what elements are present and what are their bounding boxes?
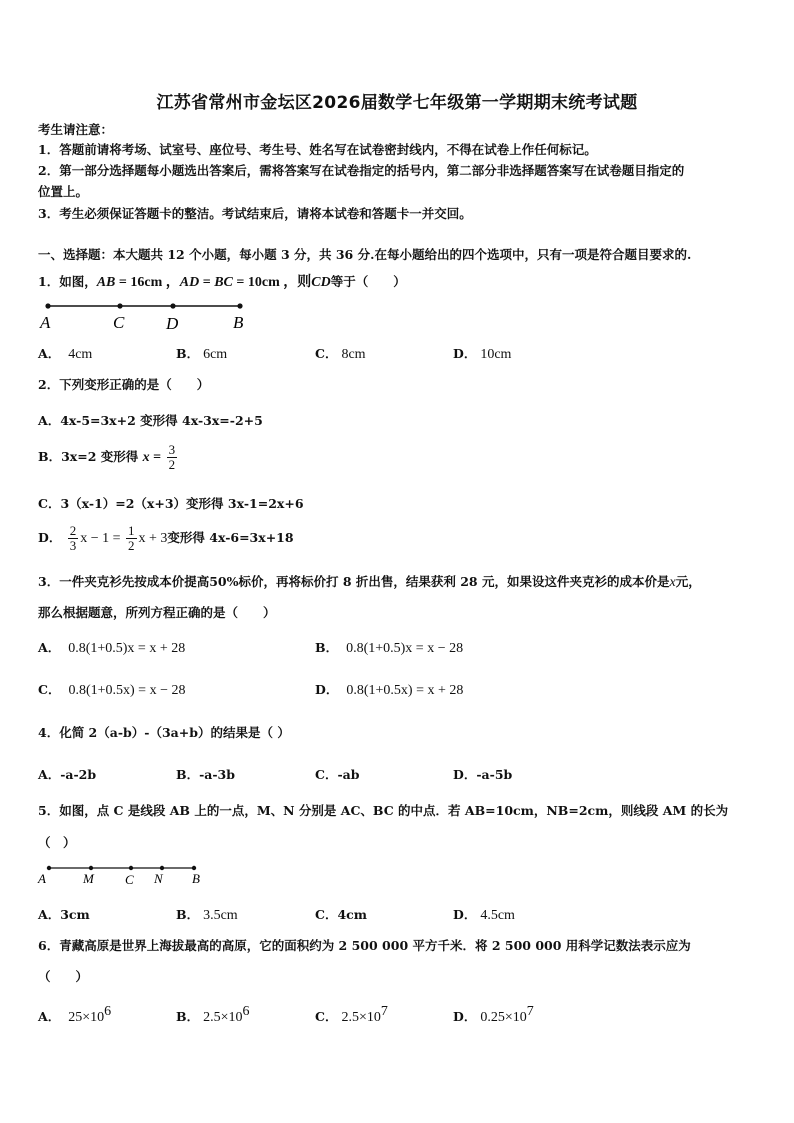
question-5-stem-line2: （ ） xyxy=(38,835,76,850)
page-title: 江苏省常州市金坛区2026届数学七年级第一学期期末统考试题 xyxy=(156,93,638,113)
q5-option-c: C．4cm xyxy=(315,907,367,922)
q1-option-d: D． 10cm xyxy=(453,346,512,362)
q5-option-a: A．3cm xyxy=(38,907,90,922)
label-a: A xyxy=(40,313,51,332)
point-b xyxy=(192,866,196,870)
notice-item: 2．第一部分选择题每小题选出答案后，需将答案写在试卷指定的括号内，第二部分非选择题答案写在试卷题目指定的 xyxy=(38,163,685,178)
notice-item: 1．答题前请将考场、试室号、座位号、考生号、姓名写在试卷密封线内，不得在试卷上作任何标记。 xyxy=(38,142,597,157)
label-b: B xyxy=(233,313,244,332)
question-2-stem: 2．下列变形正确的是（ ） xyxy=(38,377,210,392)
label-d: D xyxy=(166,314,179,333)
point-n xyxy=(160,866,164,870)
point-d xyxy=(170,303,175,308)
q6-option-a: A． $25\times 10^6$ xyxy=(38,1004,112,1025)
question-5-stem: 5．如图，点 C 是线段 AB 上的一点，M、N 分别是 AC、BC 的中点．若 AB=10cm，NB=2cm，则线段 AM 的长为 xyxy=(38,803,729,818)
question-1-stem: 1．如图，AB = 16cm ，AD = BC = 10cm ，则CD等于（ ） xyxy=(38,274,406,290)
q3-option-a: A． 0.8(1+0.5)x = x + 28 xyxy=(38,640,186,656)
q1-option-b: B． 6cm xyxy=(176,346,228,362)
point-a xyxy=(45,303,50,308)
label-n: N xyxy=(154,871,163,886)
question-3-stem-line2: 那么根据题意，所列方程正确的是（ ） xyxy=(38,605,276,620)
q3-option-d: D． 0.8(1+0.5x) = x + 28 xyxy=(315,682,464,698)
q6-option-b: B． $2.5\times 10^6$ xyxy=(176,1004,250,1025)
point-m xyxy=(89,866,93,870)
label-c: C xyxy=(125,872,134,887)
q4-option-b: B．-a-3b xyxy=(176,767,235,782)
q4-option-c: C．-ab xyxy=(315,767,360,782)
section-heading: 一、选择题：本大题共 12 个小题，每小题 3 分，共 36 分.在每小题给出的四个选项中，只有一项是符合题目要求的. xyxy=(38,247,692,262)
label-a: A xyxy=(38,871,46,886)
point-c xyxy=(129,866,133,870)
question-1-figure xyxy=(36,298,256,334)
question-6-stem-line2: （ ） xyxy=(38,969,89,984)
q5-option-d: D． 4.5cm xyxy=(453,907,515,923)
point-a xyxy=(47,866,51,870)
q4-option-d: D．-a-5b xyxy=(453,767,513,782)
notice-heading: 考生请注意： xyxy=(38,122,114,137)
q5-option-b: B． 3.5cm xyxy=(176,907,238,923)
point-b xyxy=(237,303,242,308)
q1-option-a: A． 4cm xyxy=(38,346,93,362)
question-6-stem: 6．青藏高原是世界上海拔最高的高原，它的面积约为 2 500 000 平方千米．将 2 500 000 用科学记数法表示应为 xyxy=(38,938,691,953)
q6-option-d: D． $0.25\times 10^7$ xyxy=(453,1004,534,1025)
q2-option-c: C．3（x-1）=2（x+3）变形得 3x-1=2x+6 xyxy=(38,496,304,511)
label-c: C xyxy=(113,313,125,332)
q2-option-a: A．4x-5=3x+2 变形得 4x-3x=-2+5 xyxy=(38,413,263,428)
question-3-stem: 3．一件夹克衫先按成本价提高50%标价，再将标价打 8 折出售，结果获利 28 元，如果设这件夹克衫的成本价是x元， xyxy=(38,574,701,590)
notice-item: 3．考生必须保证答题卡的整洁。考试结束后，请将本试卷和答题卡一并交回。 xyxy=(38,206,472,221)
q6-option-c: C． $2.5\times 10^7$ xyxy=(315,1004,388,1025)
q3-option-b: B． 0.8(1+0.5)x = x − 28 xyxy=(315,640,464,656)
question-5-figure xyxy=(36,860,216,890)
question-4-stem: 4．化简 2（a-b）-（3a+b）的结果是（ ） xyxy=(38,725,290,740)
label-b: B xyxy=(192,871,200,886)
point-c xyxy=(117,303,122,308)
notice-item: 位置上。 xyxy=(38,184,89,199)
q2-option-b: B．3x=2 变形得 x = $\frac{3}{2}$ xyxy=(38,442,176,472)
q3-option-c: C． 0.8(1+0.5x) = x − 28 xyxy=(38,682,186,698)
q1-option-c: C． 8cm xyxy=(315,346,366,362)
q4-option-a: A．-a-2b xyxy=(38,767,97,782)
q2-option-d: D． $\frac{2}{3}$ x − 1 = $\frac{1}{2}$ x + 3变形得 4x-6=3x+18 xyxy=(38,523,294,553)
label-m: M xyxy=(83,871,94,886)
